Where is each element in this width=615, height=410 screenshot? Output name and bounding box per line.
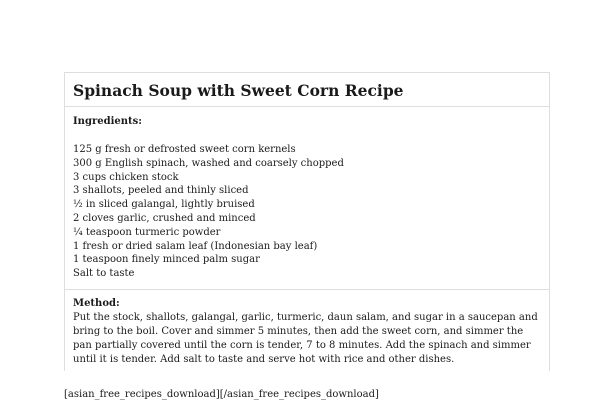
ingredient-item: 1 teaspoon finely minced palm sugar [73,254,260,266]
ingredient-item: ½ in sliced galangal, lightly bruised [73,199,255,211]
ingredients-heading: Ingredients: [73,116,142,127]
recipe-card [64,72,550,371]
footer-shortcode-text: [asian_free_recipes_download][/asian_free_recipes_download] [64,389,379,400]
ingredient-item: ¼ teaspoon turmeric powder [73,226,221,238]
ingredient-item: 1 fresh or dried salam leaf (Indonesian bay leaf) [73,240,318,252]
method-text: Put the stock, shallots, galangal, garlic, turmeric, daun salam, and sugar in a saucepan and bring to the boil. Cover and simmer 5 minutes, then add the sweet corn, and simmer the pan partially covered until the corn is tender, 7 to 8 minutes. Add the spinach and simmer until it is tender. Add salt to taste and serve hot with rice and other dishes. [73,312,538,365]
ingredients-section [65,107,549,290]
method-heading: Method: [73,298,120,309]
recipe-title: Spinach Soup with Sweet Corn Recipe [65,73,549,107]
ingredient-item: 3 shallots, peeled and thinly sliced [73,185,249,197]
ingredients-list [73,143,541,281]
ingredient-item: 300 g English spinach, washed and coarsely chopped [73,157,344,169]
method-section [65,290,549,367]
ingredient-item: 3 cups chicken stock [73,171,179,183]
ingredient-item: 125 g fresh or defrosted sweet corn kernels [73,144,296,155]
ingredient-item: 2 cloves garlic, crushed and minced [73,212,256,224]
ingredient-item: Salt to taste [73,268,135,280]
